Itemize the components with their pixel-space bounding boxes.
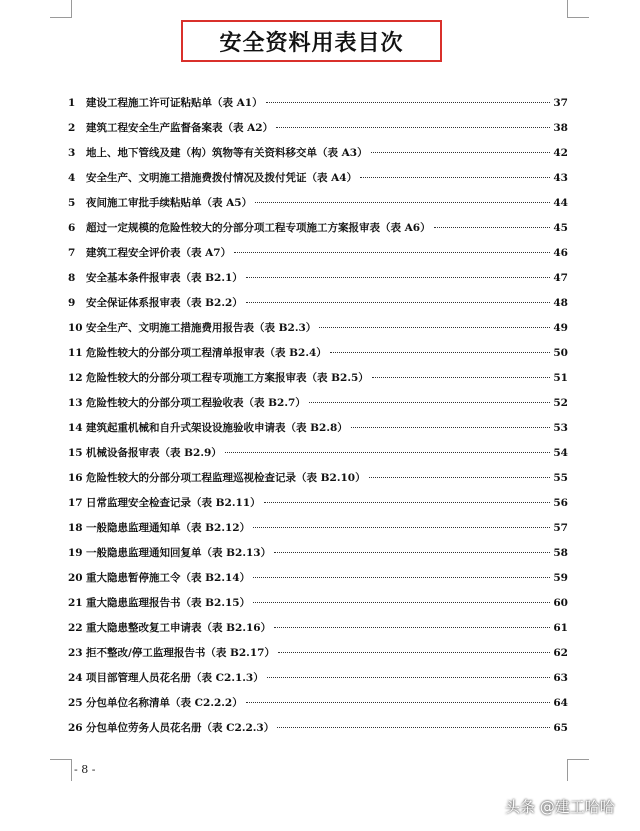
toc-entry-page: 64 (553, 697, 568, 709)
toc-entry-page: 44 (553, 197, 568, 209)
toc-leader-dots (253, 527, 550, 528)
toc-leader-dots (246, 277, 551, 278)
toc-leader-dots (253, 577, 550, 578)
toc-entry-label: 分包单位劳务人员花名册（表 C2.2.3） (86, 722, 275, 734)
toc-entry-page: 38 (553, 122, 568, 134)
toc-leader-dots (274, 627, 550, 628)
toc-entry-label: 重大隐患监理报告书（表 B2.15） (86, 597, 251, 609)
toc-entry-number: 8 (68, 272, 76, 284)
toc-entry[interactable] (68, 445, 568, 463)
toc-leader-dots (266, 102, 551, 103)
toc-entry-number: 13 (68, 397, 83, 409)
toc-entry-page: 57 (553, 522, 568, 534)
toc-entry-label: 建筑工程安全生产监督备案表（表 A2） (86, 122, 274, 134)
toc-entry-number: 9 (68, 297, 76, 309)
toc-entry-label: 建设工程施工许可证粘贴单（表 A1） (86, 97, 263, 109)
toc-leader-dots (360, 177, 550, 178)
toc-leader-dots (234, 252, 550, 253)
toc-entry[interactable] (68, 470, 568, 488)
toc-leader-dots (246, 302, 551, 303)
toc-entry-label: 超过一定规模的危险性较大的分部分项工程专项施工方案报审表（表 A6） (86, 222, 431, 234)
toc-entry[interactable] (68, 495, 568, 513)
toc-entry-page: 53 (553, 422, 568, 434)
toc-entry[interactable] (68, 245, 568, 263)
toc-entry-page: 51 (553, 372, 568, 384)
crop-mark-bottom-right (567, 759, 589, 760)
toc-entry-label: 项目部管理人员花名册（表 C2.1.3） (86, 672, 264, 684)
toc-leader-dots (369, 477, 551, 478)
toc-entry[interactable] (68, 145, 568, 163)
toc-entry[interactable] (68, 120, 568, 138)
toc-entry-number: 23 (68, 647, 83, 659)
toc-leader-dots (277, 727, 550, 728)
toc-entry[interactable] (68, 420, 568, 438)
toc-entry[interactable] (68, 320, 568, 338)
toc-entry-number: 25 (68, 697, 83, 709)
toc-entry-label: 危险性较大的分部分项工程验收表（表 B2.7） (86, 397, 306, 409)
toc-entry-label: 重大隐患暂停施工令（表 B2.14） (86, 572, 251, 584)
toc-entry-label: 一般隐患监理通知单（表 B2.12） (86, 522, 251, 534)
toc-entry-number: 3 (68, 147, 76, 159)
toc-entry-label: 危险性较大的分部分项工程监理巡视检查记录（表 B2.10） (86, 472, 366, 484)
crop-mark-bottom-left (50, 759, 72, 760)
toc-entry[interactable] (68, 695, 568, 713)
toc-entry-number: 19 (68, 547, 83, 559)
toc-entry-number: 10 (68, 322, 83, 334)
toc-entry[interactable] (68, 545, 568, 563)
crop-mark-bottom-right-v (567, 759, 568, 781)
toc-entry[interactable] (68, 520, 568, 538)
toc-entry-label: 夜间施工审批手续粘贴单（表 A5） (86, 197, 253, 209)
title-box (181, 20, 442, 62)
toc-entry-label: 安全生产、文明施工措施费用报告表（表 B2.3） (86, 322, 317, 334)
toc-entry[interactable] (68, 195, 568, 213)
toc-entry-page: 61 (553, 622, 568, 634)
toc-entry-number: 24 (68, 672, 83, 684)
crop-mark-top-left (50, 17, 72, 18)
toc-entry-number: 15 (68, 447, 83, 459)
toc-entry-label: 拒不整改/停工监理报告书（表 B2.17） (86, 647, 275, 659)
toc-entry-page: 56 (553, 497, 568, 509)
toc-entry-page: 65 (553, 722, 568, 734)
toc-entry-number: 1 (68, 97, 76, 109)
toc-entry-label: 建筑工程安全评价表（表 A7） (86, 247, 232, 259)
toc-entry-page: 42 (553, 147, 568, 159)
toc-entry-page: 58 (553, 547, 568, 559)
toc-leader-dots (267, 677, 551, 678)
toc-entry-number: 5 (68, 197, 76, 209)
toc-entry-number: 6 (68, 222, 76, 234)
toc-entry-label: 分包单位名称清单（表 C2.2.2） (86, 697, 243, 709)
toc-leader-dots (255, 202, 550, 203)
toc-leader-dots (371, 152, 551, 153)
toc-entry-page: 49 (553, 322, 568, 334)
toc-entry-number: 20 (68, 572, 83, 584)
page-number: - 8 - (74, 763, 96, 776)
toc-entry[interactable] (68, 670, 568, 688)
crop-mark-top-right-v (567, 0, 568, 18)
toc-entry-page: 37 (553, 97, 568, 109)
toc-leader-dots (276, 127, 550, 128)
toc-entry[interactable] (68, 220, 568, 238)
toc-entry-number: 12 (68, 372, 83, 384)
toc-entry-number: 17 (68, 497, 83, 509)
toc-leader-dots (372, 377, 551, 378)
toc-leader-dots (264, 502, 551, 503)
toc-entry-number: 18 (68, 522, 83, 534)
toc-entry[interactable] (68, 95, 568, 113)
toc-leader-dots (330, 352, 551, 353)
toc-entry-page: 47 (553, 272, 568, 284)
toc-entry-page: 55 (553, 472, 568, 484)
toc-entry-page: 48 (553, 297, 568, 309)
toc-entry-page: 52 (553, 397, 568, 409)
toc-entry[interactable] (68, 295, 568, 313)
crop-mark-top-right (567, 17, 589, 18)
toc-entry-label: 机械设备报审表（表 B2.9） (86, 447, 222, 459)
toc-leader-dots (278, 652, 550, 653)
toc-entry[interactable] (68, 645, 568, 663)
toc-entry-label: 危险性较大的分部分项工程专项施工方案报审表（表 B2.5） (86, 372, 369, 384)
toc-entry-number: 11 (68, 347, 83, 359)
toc-leader-dots (319, 327, 550, 328)
crop-mark-top-left-v (71, 0, 72, 18)
toc-entry-number: 2 (68, 122, 76, 134)
toc-entry[interactable] (68, 570, 568, 588)
toc-leader-dots (253, 602, 550, 603)
toc-entry[interactable] (68, 370, 568, 388)
toc-leader-dots (351, 427, 551, 428)
toc-entry-label: 日常监理安全检查记录（表 B2.11） (86, 497, 261, 509)
toc-entry-label: 危险性较大的分部分项工程清单报审表（表 B2.4） (86, 347, 327, 359)
toc-entry-page: 59 (553, 572, 568, 584)
toc-leader-dots (246, 702, 551, 703)
toc-entry-page: 54 (553, 447, 568, 459)
watermark: 头条 @建工哈哈 (505, 798, 615, 816)
crop-mark-bottom-left-v (71, 759, 72, 781)
page-title: 安全资料用表目次 (219, 29, 404, 56)
toc-leader-dots (309, 402, 551, 403)
toc-entry[interactable] (68, 720, 568, 738)
toc-entry-number: 22 (68, 622, 83, 634)
toc-entry[interactable] (68, 170, 568, 188)
toc-leader-dots (434, 227, 551, 228)
toc-entry[interactable] (68, 270, 568, 288)
toc-entry-number: 4 (68, 172, 76, 184)
toc-entry-page: 46 (553, 247, 568, 259)
toc-entry-page: 63 (553, 672, 568, 684)
toc-entry-label: 安全保证体系报审表（表 B2.2） (86, 297, 243, 309)
toc-entry-page: 50 (553, 347, 568, 359)
toc-leader-dots (225, 452, 551, 453)
toc-entry-page: 45 (553, 222, 568, 234)
toc-entry-page: 43 (553, 172, 568, 184)
toc-entry[interactable] (68, 395, 568, 413)
toc-entry-number: 16 (68, 472, 83, 484)
toc-entry-number: 7 (68, 247, 76, 259)
toc-entry-page: 62 (553, 647, 568, 659)
toc-entry-label: 安全基本条件报审表（表 B2.1） (86, 272, 243, 284)
toc-entry-label: 地上、地下管线及建（构）筑物等有关资料移交单（表 A3） (86, 147, 368, 159)
toc-entry-label: 安全生产、文明施工措施费拨付情况及拨付凭证（表 A4） (86, 172, 358, 184)
toc-entry-number: 21 (68, 597, 83, 609)
toc-leader-dots (274, 552, 550, 553)
toc-entry-page: 60 (553, 597, 568, 609)
toc-entry-label: 重大隐患整改复工申请表（表 B2.16） (86, 622, 272, 634)
toc-entry[interactable] (68, 345, 568, 363)
toc-entry-label: 一般隐患监理通知回复单（表 B2.13） (86, 547, 272, 559)
toc-entry-number: 26 (68, 722, 83, 734)
toc-entry-label: 建筑起重机械和自升式架设设施验收申请表（表 B2.8） (86, 422, 348, 434)
toc-entry[interactable] (68, 595, 568, 613)
toc-entry[interactable] (68, 620, 568, 638)
toc-entry-number: 14 (68, 422, 83, 434)
